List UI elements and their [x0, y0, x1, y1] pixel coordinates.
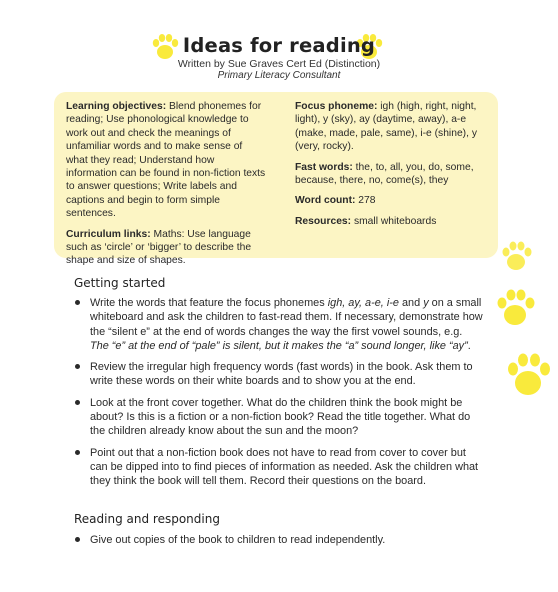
summary-left-column [66, 100, 266, 275]
bullet-icon [75, 364, 80, 369]
focus-phoneme [295, 100, 493, 154]
learning-objectives-label: Learning objectives: [66, 101, 167, 112]
getting-started-heading: Getting started [74, 276, 166, 290]
fast-words-label: Fast words: [295, 161, 353, 173]
curriculum-links-text: Maths: Use language such as ‘circle’ or ‘bigger’ to describe the shape and size of shapes. [66, 228, 252, 267]
bullet-icon [75, 537, 80, 542]
learning-objectives-text: Blend phonemes for reading; Use phonological knowledge to work out and check the meanings of unfamiliar words and to make sense of what they read; Understand how information can be found in non-fiction texts to answer questions; Write labels and captions and begin to form simple sentences. [66, 101, 266, 220]
list-item: Look at the front cover together. What do the children think the book might be about? Is this is a fiction or a non-fiction book? Read the title together. What do the children already know about the sun and the moon? [74, 396, 484, 439]
resources [295, 215, 493, 228]
word-count-label: Word count: [295, 195, 356, 207]
curriculum-links-label: Curriculum links: [66, 228, 151, 240]
paw-print-icon [494, 288, 538, 328]
author-role: Primary Literacy Consultant [217, 70, 341, 81]
list-item: Give out copies of the book to children to read independently. [74, 533, 484, 547]
fast-words-text: the, to, all, you, do, some, because, there, no, come(s), they [295, 161, 474, 187]
paw-print-icon [500, 240, 536, 272]
page-title: Ideas for reading [182, 34, 376, 57]
summary-box [54, 92, 498, 267]
resources-label: Resources: [295, 215, 352, 227]
list-item: Write the words that feature the focus phonemes igh, ay, a-e, i-e and y on a small whiteboard and ask the children to fast-read them. If necessary, demonstrate how the “silent e” at the end of words changes the way the first vowel sounds, e.g. The “e” at the end of “pale” is silent, but it makes the “a” sound longer, like “ay”. [74, 296, 484, 353]
bullet-icon [75, 450, 80, 455]
learning-objectives [66, 100, 266, 221]
focus-phoneme-text: igh (high, right, night, light), y (sky), ay (daytime, away), a-e (make, made, pale, same), i-e (shine), y (very, rocky). [295, 101, 477, 153]
author-byline: Written by Sue Graves Cert Ed (Distinction) [177, 58, 381, 70]
bullet-icon [75, 300, 80, 305]
bullet-icon [75, 400, 80, 405]
word-count-text: 278 [355, 195, 376, 207]
reading-responding-heading: Reading and responding [74, 512, 220, 526]
summary-right-column [295, 100, 493, 235]
curriculum-links [66, 228, 266, 268]
resources-text: small whiteboards [351, 215, 437, 227]
fast-words [295, 161, 493, 188]
reading-responding-list [74, 533, 484, 554]
paw-print-icon [504, 352, 554, 398]
focus-phoneme-label: Focus phoneme: [295, 101, 378, 112]
word-count [295, 194, 493, 207]
list-item: Review the irregular high frequency words (fast words) in the book. Ask them to write these words on their white boards and to show you at the end. [74, 360, 484, 389]
getting-started-list [74, 296, 484, 496]
list-item: Point out that a non-fiction book does not have to read from cover to cover but can be dipped into to find pieces of information as needed. Ask the children what they think the book will tell them. Record their questions on the board. [74, 446, 484, 489]
